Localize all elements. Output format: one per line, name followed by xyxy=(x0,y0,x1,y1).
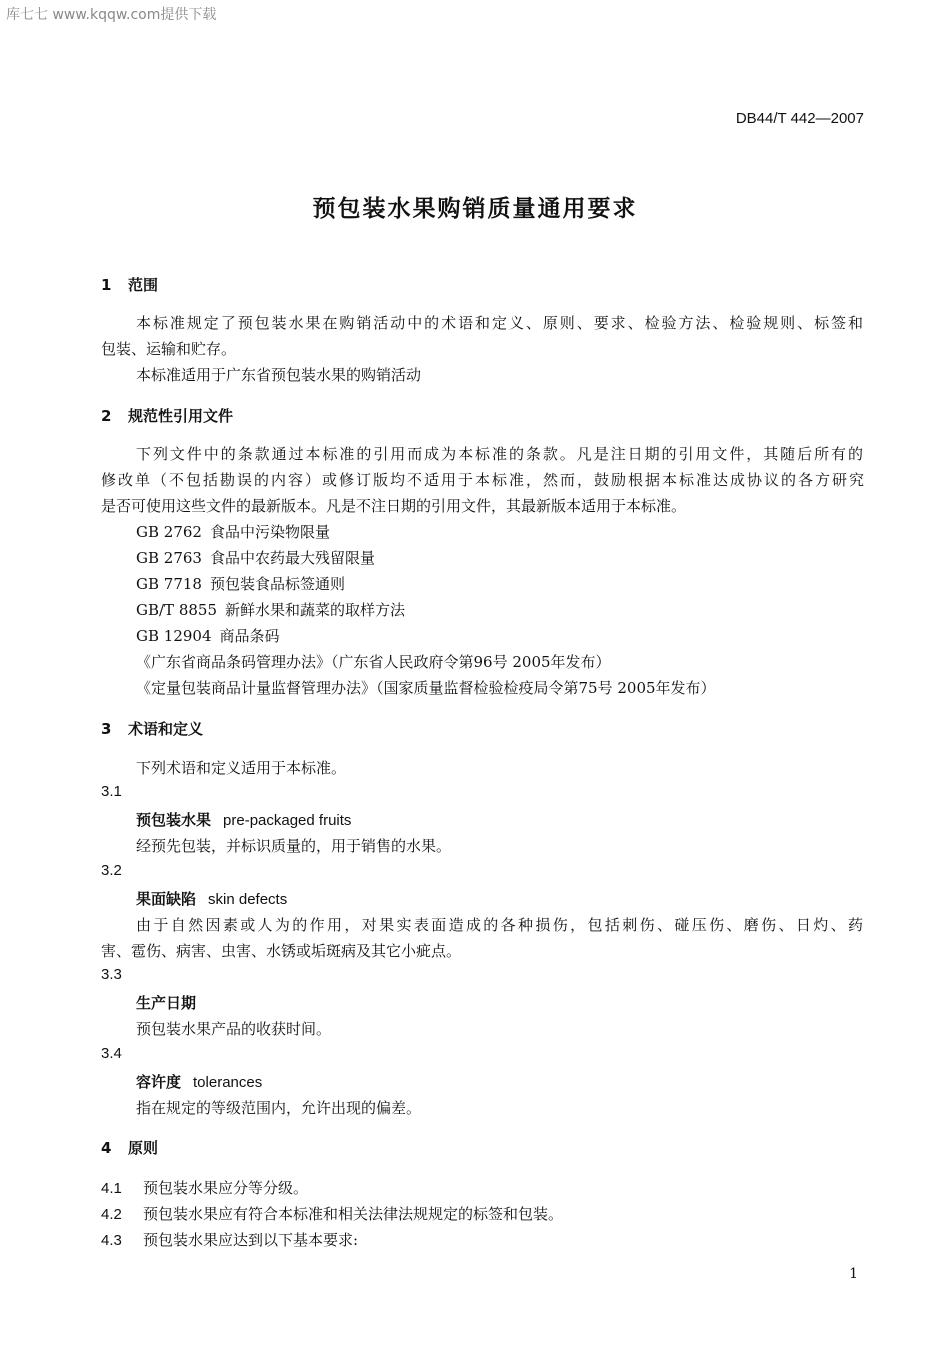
term-english: tolerances xyxy=(193,1074,263,1091)
term-chinese: 生产日期 xyxy=(136,994,197,1012)
reference-item xyxy=(136,625,280,646)
clause-number: 4.1 xyxy=(101,1180,122,1197)
clause-number: 4.3 xyxy=(101,1232,122,1249)
clause-text: 预包装水果应有符合本标准和相关法律法规规定的标签和包装。 xyxy=(143,1205,564,1223)
section-1-paragraph-line: 包装、运输和贮存。 xyxy=(101,340,237,358)
section-1-paragraph-line: 本标准规定了预包装水果在购销活动中的术语和定义、原则、要求、检验方法、检验规则、标签和 xyxy=(136,314,863,332)
clause xyxy=(101,1203,563,1224)
clause-text: 预包装水果应分等分级。 xyxy=(143,1179,309,1197)
clause-number: 4.2 xyxy=(101,1206,122,1223)
term-heading xyxy=(136,1071,262,1092)
term-chinese: 预包装水果 xyxy=(136,811,212,829)
page-number: 1 xyxy=(849,1266,858,1282)
reference-code: GB 12904 xyxy=(136,627,212,645)
term-definition: 指在规定的等级范围内，允许出现的偏差。 xyxy=(136,1099,422,1117)
reference-item xyxy=(136,599,405,620)
reference-title: 新鲜水果和蔬菜的取样方法 xyxy=(225,601,406,619)
reference-item xyxy=(136,573,345,594)
term-number: 3.3 xyxy=(101,966,122,983)
clause-text: 预包装水果应达到以下基本要求: xyxy=(143,1231,359,1249)
term-english: skin defects xyxy=(208,891,288,908)
section-2-paragraph-line: 下列文件中的条款通过本标准的引用而成为本标准的条款。凡是注日期的引用文件，其随后所有的 xyxy=(136,445,863,463)
term-definition-line: 害、雹伤、病害、虫害、水锈或垢斑病及其它小疵点。 xyxy=(101,942,462,960)
term-definition: 经预先包装，并标识质量的，用于销售的水果。 xyxy=(136,837,452,855)
section-1-heading xyxy=(101,274,158,295)
reference-code: GB/T 8855 xyxy=(136,601,218,619)
regulation-reference: 《广东省商品条码管理办法》（广东省人民政府令第96号 2005年发布） xyxy=(136,653,611,671)
section-title: 范围 xyxy=(128,276,159,294)
regulation-reference: 《定量包装商品计量监督管理办法》（国家质量监督检验检疫局令第75号 2005年发布） xyxy=(136,679,716,697)
section-2-paragraph-line: 是否可使用这些文件的最新版本。凡是不注日期的引用文件，其最新版本适用于本标准。 xyxy=(101,497,687,515)
reference-title: 商品条码 xyxy=(219,627,280,645)
reference-code: GB 2762 xyxy=(136,523,202,541)
reference-title: 预包装食品标签通则 xyxy=(209,575,345,593)
term-definition: 预包装水果产品的收获时间。 xyxy=(136,1020,332,1038)
term-heading xyxy=(136,888,287,909)
term-heading xyxy=(136,992,196,1013)
reference-title: 食品中污染物限量 xyxy=(209,523,330,541)
section-title: 术语和定义 xyxy=(128,720,204,738)
section-title: 原则 xyxy=(128,1139,159,1157)
reference-code: GB 2763 xyxy=(136,549,202,567)
section-number: 1 xyxy=(101,276,112,294)
term-english: pre-packaged fruits xyxy=(223,812,352,829)
section-3-heading xyxy=(101,718,203,739)
term-chinese: 容许度 xyxy=(136,1073,182,1091)
section-2-heading xyxy=(101,405,233,426)
section-2-paragraph-line: 修改单（不包括勘误的内容）或修订版均不适用于本标准，然而，鼓励根据本标准达成协议的各方研究 xyxy=(101,471,864,489)
term-number: 3.4 xyxy=(101,1045,122,1062)
section-3-intro: 下列术语和定义适用于本标准。 xyxy=(136,759,347,777)
clause xyxy=(101,1229,358,1250)
term-chinese: 果面缺陷 xyxy=(136,890,197,908)
term-heading xyxy=(136,809,351,830)
section-number: 4 xyxy=(101,1139,112,1157)
reference-item xyxy=(136,547,375,568)
reference-title: 食品中农药最大残留限量 xyxy=(209,549,375,567)
section-number: 2 xyxy=(101,407,112,425)
section-title: 规范性引用文件 xyxy=(128,407,234,425)
standard-code: DB44/T 442—2007 xyxy=(735,110,864,127)
clause xyxy=(101,1177,308,1198)
document-title: 预包装水果购销质量通用要求 xyxy=(312,196,638,222)
section-number: 3 xyxy=(101,720,112,738)
reference-code: GB 7718 xyxy=(136,575,202,593)
section-4-heading xyxy=(101,1137,158,1158)
term-number: 3.2 xyxy=(101,862,122,879)
term-number: 3.1 xyxy=(101,783,122,800)
watermark-text: 库七七 www.kqqw.com提供下载 xyxy=(6,7,217,23)
section-1-scope-line: 本标准适用于广东省预包装水果的购销活动 xyxy=(136,366,422,384)
reference-item xyxy=(136,521,330,542)
term-definition-line: 由于自然因素或人为的作用，对果实表面造成的各种损伤，包括刺伤、碰压伤、磨伤、日灼、药 xyxy=(136,916,863,934)
